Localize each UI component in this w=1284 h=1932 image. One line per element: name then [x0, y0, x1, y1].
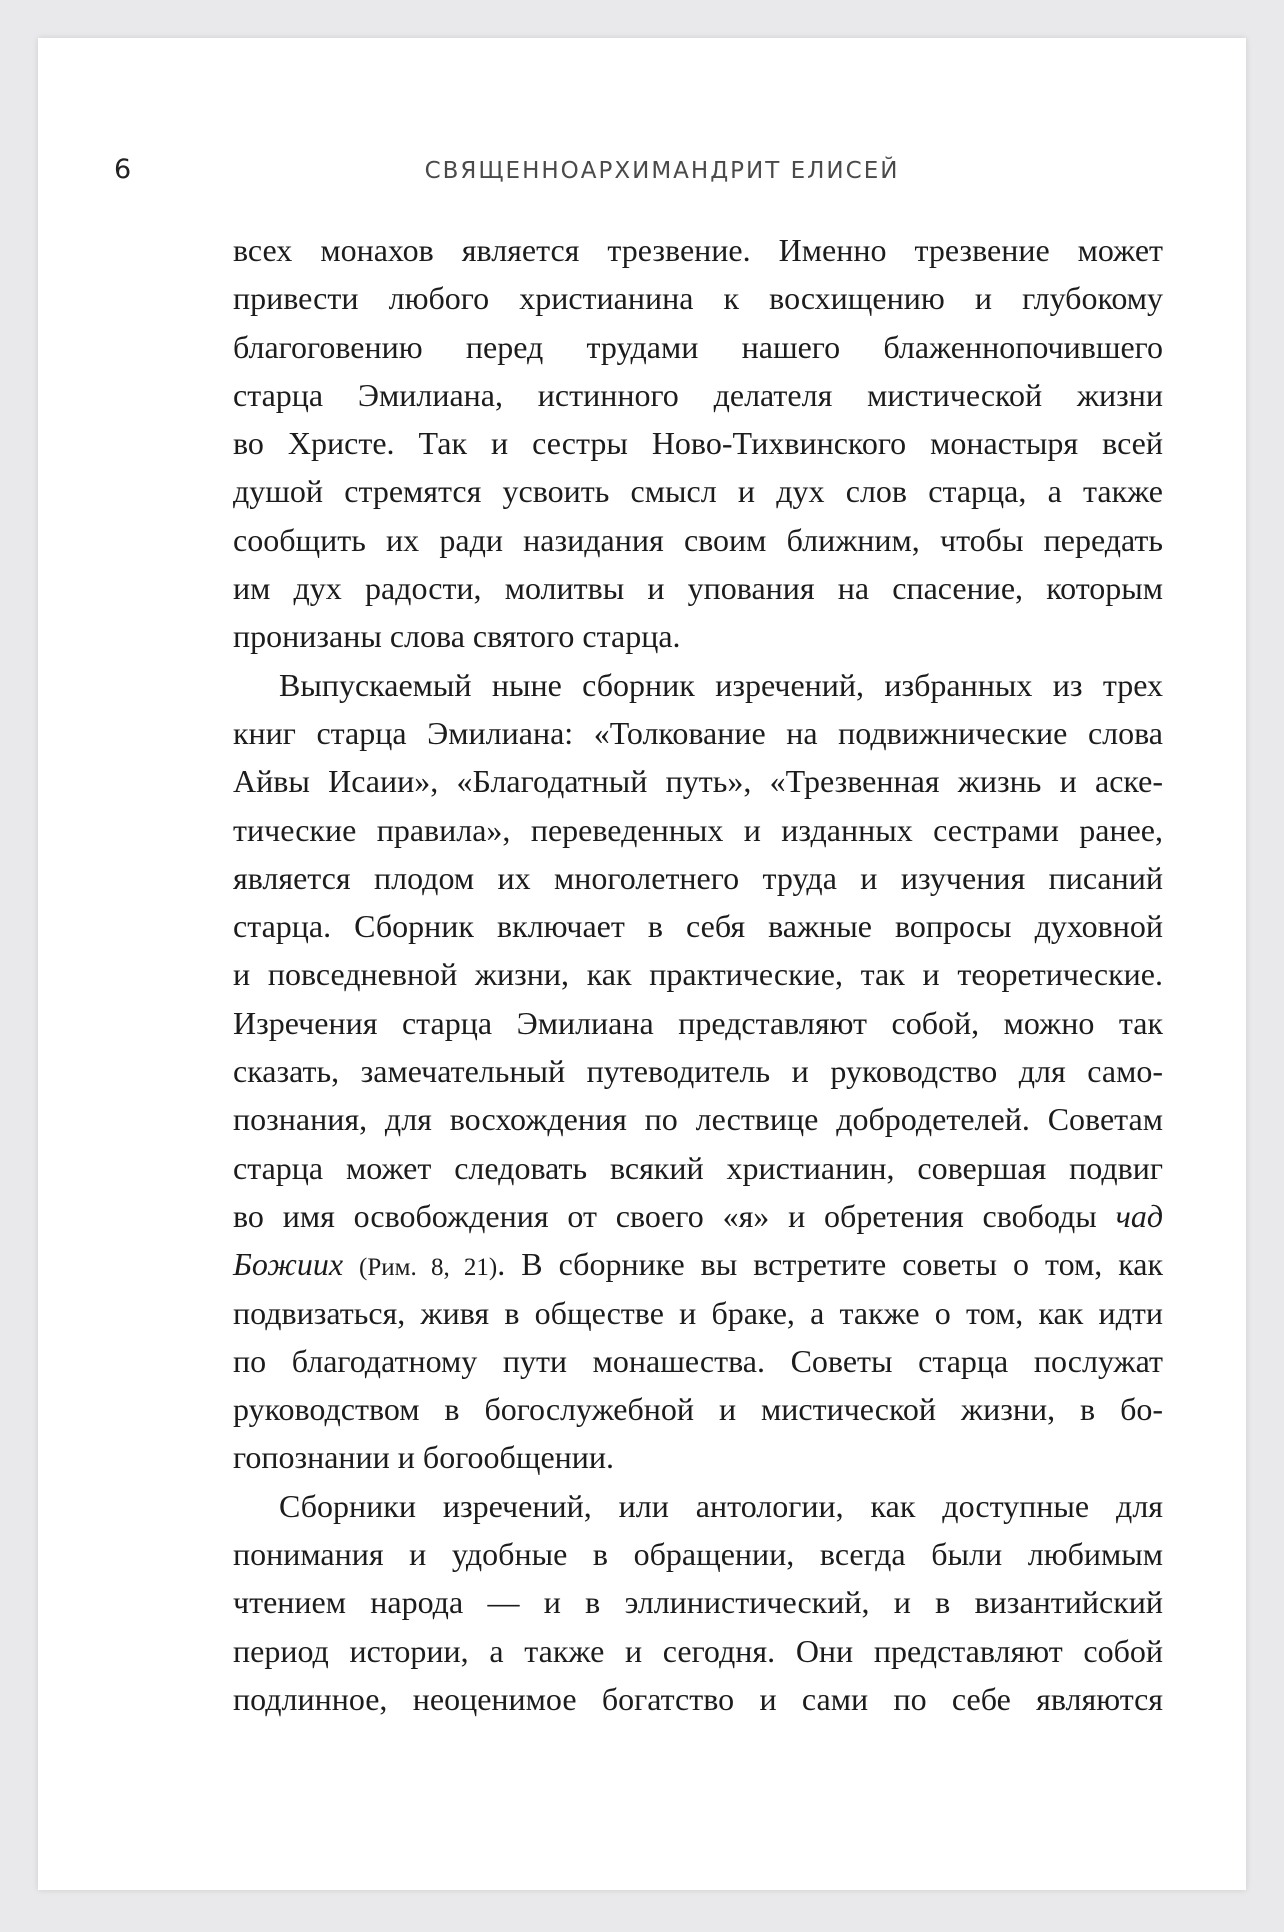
- text-line: душой стремятся усвоить смысл и дух слов старца, а также: [233, 473, 1163, 510]
- running-head: СВЯЩЕННОАРХИМАНДРИТ ЕЛИСЕЙ: [424, 158, 900, 184]
- text-line: руководством в богослужебной и мистической жизни, в бо-: [233, 1391, 1163, 1428]
- text-line: им дух радости, молитвы и упования на спасение, которым: [233, 570, 1163, 607]
- text-line: сообщить их ради назидания своим ближним, чтобы передать: [233, 521, 1163, 558]
- text-line: Выпускаемый ныне сборник изречений, избранных из трех: [279, 666, 1163, 703]
- text-line: сказать, замечательный путеводитель и руководство для само-: [233, 1053, 1163, 1090]
- italic-text: чад: [1115, 1197, 1164, 1234]
- text-line: старца. Сборник включает в себя важные вопросы духовной: [233, 908, 1163, 945]
- text-segment: . В сборнике вы встретите советы о том, как: [497, 1246, 1163, 1283]
- text-line: подвизаться, живя в обществе и браке, а также о том, как идти: [233, 1294, 1163, 1331]
- italic-text: Божиих: [233, 1246, 344, 1283]
- text-line: пронизаны слова святого старца.: [233, 618, 681, 655]
- text-line-mixed: [233, 1192, 1163, 1240]
- text-line: тические правила», переведенных и изданных сестрами ранее,: [233, 811, 1163, 848]
- body-text: [233, 226, 1163, 1723]
- text-line: чтением народа — и в эллинистический, и в византийский: [233, 1584, 1163, 1621]
- page-number: 6: [114, 154, 132, 185]
- text-line-mixed: [233, 1240, 1163, 1288]
- text-line: старца может следовать всякий христианин, совершая подвиг: [233, 1149, 1163, 1186]
- text-line: во Христе. Так и сестры Ново-Тихвинского монастыря всей: [233, 425, 1163, 462]
- text-line: всех монахов является трезвение. Именно трезвение может: [233, 232, 1163, 268]
- scripture-reference: (Рим. 8, 21): [359, 1254, 498, 1282]
- text-line: познания, для восхождения по лествице добродетелей. Советам: [233, 1101, 1163, 1138]
- text-line: Изречения старца Эмилиана представляют собой, можно так: [233, 1004, 1163, 1041]
- text-line: по благодатному пути монашества. Советы старца послужат: [233, 1342, 1163, 1379]
- book-page: [38, 38, 1246, 1890]
- text-segment: во имя освобождения от своего «я» и обретения свободы: [233, 1197, 1097, 1234]
- text-line: Айвы Исаии», «Благодатный путь», «Трезвенная жизнь и аске-: [233, 763, 1163, 800]
- text-line: период истории, а также и сегодня. Они представляют собой: [233, 1632, 1163, 1669]
- text-line: является плодом их многолетнего труда и изучения писаний: [233, 859, 1163, 896]
- text-line: благоговению перед трудами нашего блаженнопочившего: [233, 328, 1163, 365]
- text-line: старца Эмилиана, истинного делателя мистической жизни: [233, 376, 1163, 413]
- text-line: подлинное, неоценимое богатство и сами по себе являются: [233, 1680, 1163, 1717]
- text-line: книг старца Эмилиана: «Толкование на подвижнические слова: [233, 714, 1163, 751]
- text-line: и повседневной жизни, как практические, так и теоретические.: [233, 956, 1163, 993]
- text-line: Сборники изречений, или антологии, как доступные для: [279, 1487, 1163, 1524]
- text-line: гопознании и богообщении.: [233, 1439, 615, 1476]
- text-line: привести любого христианина к восхищению и глубокому: [233, 280, 1163, 317]
- text-line: понимания и удобные в обращении, всегда были любимым: [233, 1536, 1163, 1573]
